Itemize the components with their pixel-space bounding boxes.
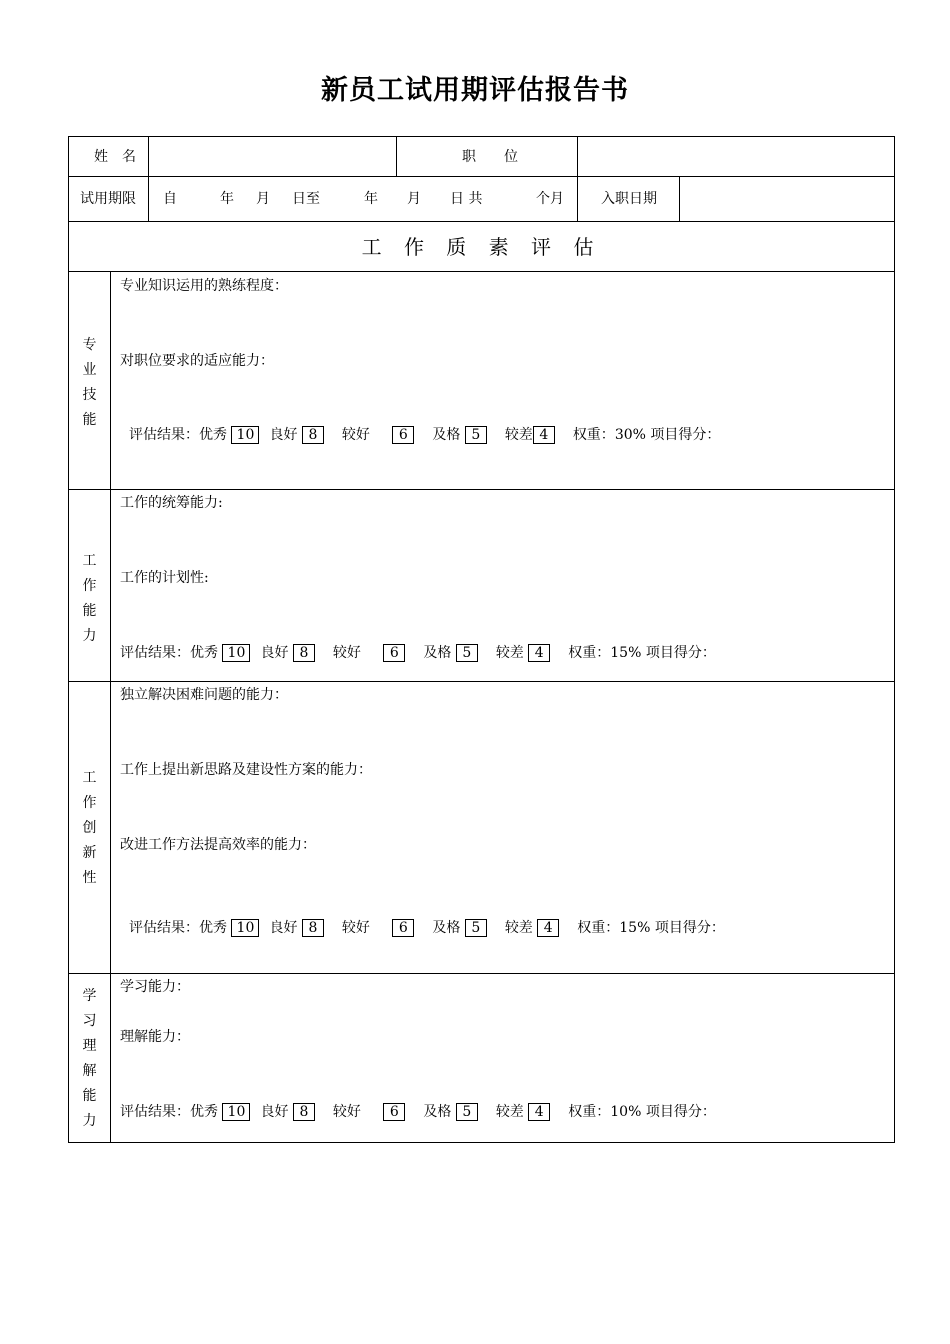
period-year-1: 年 xyxy=(220,191,234,207)
criterion-item: 对职位要求的适应能力： xyxy=(120,353,274,369)
score-box-fair[interactable]: 6 xyxy=(392,426,414,444)
criterion-item: 学习能力： xyxy=(120,979,190,995)
page-title: 新员工试用期评估报告书 xyxy=(321,75,629,106)
col-divider xyxy=(396,137,397,176)
criterion-item: 工作的计划性: xyxy=(120,570,209,586)
score-box-excellent[interactable]: 10 xyxy=(231,426,259,444)
score-box-poor[interactable]: 4 xyxy=(528,644,550,662)
position-label: 职 位 xyxy=(462,149,518,165)
category-label-skills: 专 业 技 能 xyxy=(82,337,97,428)
category-label-work-ability: 工 作 能 力 xyxy=(82,553,97,644)
col-divider xyxy=(577,137,578,221)
score-box-pass[interactable]: 5 xyxy=(456,644,478,662)
criterion-item: 改进工作方法提高效率的能力： xyxy=(120,837,316,853)
name-label: 姓 名 xyxy=(94,149,136,165)
period-day-total: 日 共 xyxy=(450,191,483,207)
row-divider xyxy=(69,176,894,177)
period-day-to: 日至 xyxy=(292,191,320,207)
score-box-pass[interactable]: 5 xyxy=(456,1103,478,1121)
category-label-learning: 学 习 理 解 能 力 xyxy=(82,988,97,1129)
col-divider xyxy=(679,176,680,221)
hire-date-label: 入职日期 xyxy=(601,191,657,207)
period-label: 试用期限 xyxy=(80,191,136,207)
hire-date-field[interactable] xyxy=(684,181,888,217)
score-row: 评估结果：优秀 10 良好 8 较好 6 及格 5 较差 4 权重：30% 项目得分： xyxy=(129,427,721,443)
section-title: 工 作 质 素 评 估 xyxy=(361,235,602,259)
score-box-excellent[interactable]: 10 xyxy=(231,919,259,937)
row-divider xyxy=(69,681,894,682)
score-row: 评估结果：优秀 10 良好 8 较好 6 及格 5 较差 4 权重：10% 项目得分： xyxy=(120,1104,716,1120)
col-divider xyxy=(148,137,149,221)
score-box-pass[interactable]: 5 xyxy=(465,426,487,444)
period-from: 自 xyxy=(163,191,177,207)
evaluation-form xyxy=(68,136,895,1143)
row-divider xyxy=(69,271,894,272)
score-box-excellent[interactable]: 10 xyxy=(222,644,250,662)
score-box-good[interactable]: 8 xyxy=(302,919,324,937)
category-label-innovation: 工 作 创 新 性 xyxy=(82,770,97,886)
name-field[interactable] xyxy=(153,141,391,173)
position-field[interactable] xyxy=(582,141,888,173)
period-year-2: 年 xyxy=(364,191,378,207)
score-row: 评估结果：优秀 10 良好 8 较好 6 及格 5 较差 4 权重：15% 项目得分： xyxy=(129,920,725,936)
score-box-good[interactable]: 8 xyxy=(302,426,324,444)
score-box-pass[interactable]: 5 xyxy=(465,919,487,937)
criterion-item: 工作上提出新思路及建设性方案的能力： xyxy=(120,762,372,778)
row-divider xyxy=(69,489,894,490)
criterion-item: 专业知识运用的熟练程度： xyxy=(120,278,288,294)
score-box-poor[interactable]: 4 xyxy=(533,426,555,444)
period-month-1: 月 xyxy=(256,191,270,207)
period-months: 个月 xyxy=(536,191,564,207)
criterion-item: 理解能力： xyxy=(120,1029,190,1045)
row-divider xyxy=(69,973,894,974)
score-box-poor[interactable]: 4 xyxy=(537,919,559,937)
score-box-excellent[interactable]: 10 xyxy=(222,1103,250,1121)
row-divider xyxy=(69,221,894,222)
score-box-fair[interactable]: 6 xyxy=(392,919,414,937)
score-box-good[interactable]: 8 xyxy=(293,1103,315,1121)
criterion-item: 工作的统筹能力: xyxy=(120,495,223,511)
criterion-item: 独立解决困难问题的能力： xyxy=(120,687,288,703)
score-row: 评估结果：优秀 10 良好 8 较好 6 及格 5 较差 4 权重：15% 项目得分： xyxy=(120,645,716,661)
score-box-good[interactable]: 8 xyxy=(293,644,315,662)
score-box-poor[interactable]: 4 xyxy=(528,1103,550,1121)
score-box-fair[interactable]: 6 xyxy=(383,644,405,662)
score-box-fair[interactable]: 6 xyxy=(383,1103,405,1121)
period-month-2: 月 xyxy=(407,191,421,207)
col-divider xyxy=(110,271,111,1142)
